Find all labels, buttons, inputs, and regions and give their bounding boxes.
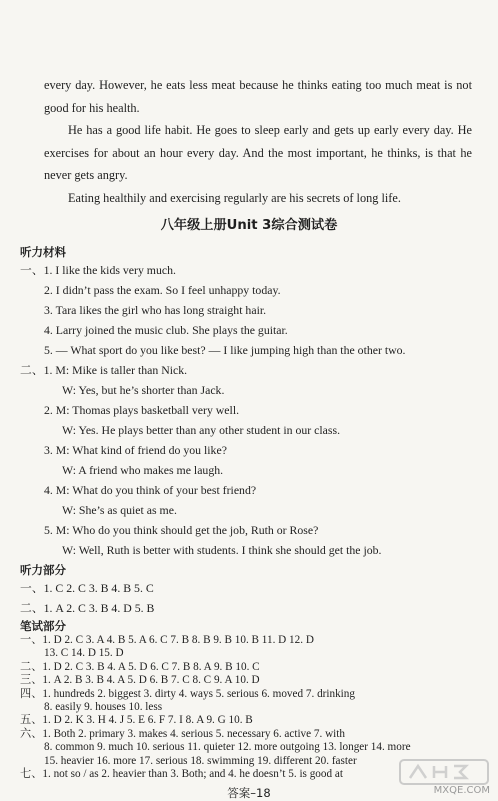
answer-line: 二、1. A 2. C 3. B 4. D 5. B [20,601,155,615]
watermark-text: MXQE.COM [433,785,490,796]
answer-line: 8. common 9. much 10. serious 11. quieter 12. more outgoing 13. longer 14. more [44,741,411,754]
page-footer: 答案–18 [227,786,271,801]
answer-line: 一、1. D 2. C 3. A 4. B 5. A 6. C 7. B 8. B 9. B 10. B 11. D 12. D [20,634,314,646]
test-title: 八年级上册Unit 3综合测试卷 [160,218,338,233]
listening-line: W: A friend who makes me laugh. [62,463,224,477]
passage-paragraph: He has a good life habit. He goes to sleep early and gets up early every day. He exercises for about an hour every day. And the most important, he thinks, is that he never gets angry. [44,123,472,183]
passage-paragraph: every day. However, he eats less meat because he thinks eating too much meat is not good for his health. [44,78,472,115]
listening-line: 5. M: Who do you think should get the job, Ruth or Rose? [44,523,319,537]
answer-line: 四、1. hundreds 2. biggest 3. dirty 4. ways 5. serious 6. moved 7. drinking [20,687,355,700]
answer-line: 8. easily 9. houses 10. less [44,701,163,713]
passage [44,74,472,210]
listening-line: 一、1. I like the kids very much. [20,263,176,277]
listening-line: 2. M: Thomas plays basketball very well. [44,403,240,417]
answer-line: 15. heavier 16. more 17. serious 18. swimming 19. different 20. faster [44,754,357,767]
answer-line: 二、1. D 2. C 3. B 4. A 5. D 6. C 7. B 8. A 9. B 10. C [20,660,260,673]
passage-paragraph: Eating healthily and exercising regularly are his secrets of long life. [68,190,401,205]
section-written-part: 笔试部分 [20,619,66,633]
answer-line: 七、1. not so / as 2. heavier than 3. Both; and 4. he doesn’t 5. is good at [20,768,343,780]
listening-line: 4. M: What do you think of your best friend? [44,483,257,497]
listening-line: W: She’s as quiet as me. [62,503,177,517]
listening-line: 二、1. M: Mike is taller than Nick. [20,363,188,377]
listening-line: 5. — What sport do you like best? — I like jumping high than the other two. [44,343,406,357]
section-listening-material: 听力材料 [20,245,66,259]
answer-line: 一、1. C 2. C 3. B 4. B 5. C [20,581,154,595]
listening-line: 3. Tara likes the girl who has long straight hair. [44,303,267,317]
listening-line: W: Well, Ruth is better with students. I think she should get the job. [62,543,382,557]
answer-line: 五、1. D 2. K 3. H 4. J 5. E 6. F 7. I 8. A 9. G 10. B [20,714,253,727]
listening-line: W: Yes. He plays better than any other student in our class. [62,423,341,437]
listening-line: 2. I didn’t pass the exam. So I feel unhappy today. [44,283,281,297]
answer-line: 三、1. A 2. B 3. B 4. A 5. D 6. B 7. C 8. C 9. A 10. D [20,674,260,687]
answer-line: 13. C 14. D 15. D [44,647,124,660]
listening-line: 3. M: What kind of friend do you like? [44,443,227,457]
listening-line: 4. Larry joined the music club. She plays the guitar. [44,323,288,337]
answer-line: 六、1. Both 2. primary 3. makes 4. serious 5. necessary 6. active 7. with [20,727,345,740]
section-listening-part: 听力部分 [20,563,66,577]
listening-line: W: Yes, but he’s shorter than Jack. [62,383,225,397]
